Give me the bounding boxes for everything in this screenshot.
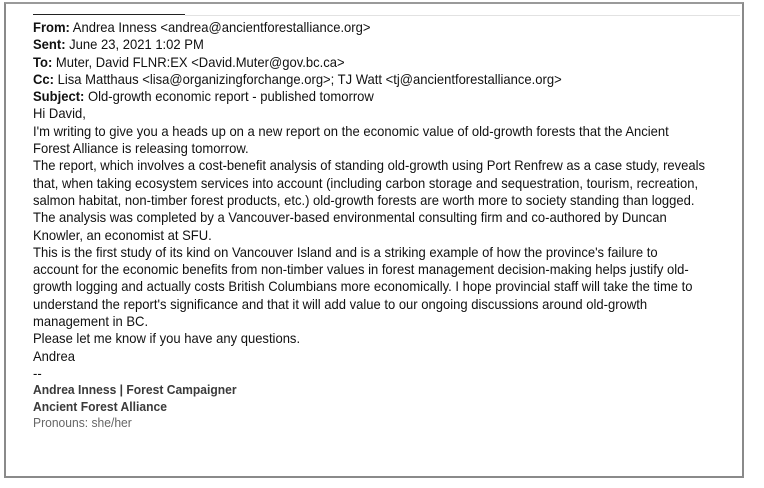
subject-label: Subject: (33, 88, 85, 105)
signature-organization: Ancient Forest Alliance (33, 398, 167, 414)
cc-label: Cc: (33, 70, 54, 87)
from-row (33, 19, 705, 36)
body-line: Knowler, an economist at SFU. (33, 226, 212, 243)
body-line: The analysis was completed by a Vancouver-based environmental consulting firm and co-authored by Duncan (33, 209, 667, 226)
body-line: This is the first study of its kind on Vancouver Island and is a striking example of how the province's failure to (33, 243, 658, 260)
body-line: Hi David, (33, 105, 86, 122)
body-line: account for the economic benefits from non-timber values in forest management decision-making helps justify old- (33, 261, 689, 278)
body-line: -- (33, 364, 42, 381)
body-line: growth logging and actually costs British Columbians more economically. I hope provincial staff will take the time to (33, 278, 693, 295)
from-label: From: (33, 19, 70, 35)
body-line: Forest Alliance is releasing tomorrow. (33, 140, 249, 157)
signature-pronouns: Pronouns: she/her (33, 415, 132, 431)
cc-value: Lisa Matthaus <lisa@organizingforchange.org>; TJ Watt <tj@ancientforestalliance.org> (57, 70, 562, 87)
subject-value: Old-growth economic report - published tomorrow (87, 88, 374, 105)
body-line: management in BC. (33, 313, 149, 330)
body-line: understand the report's significance and that it will add value to our ongoing discussions around old-growth (33, 295, 648, 312)
header-separator-light (185, 15, 740, 16)
to-label: To: (33, 53, 53, 70)
sent-value: June 23, 2021 1:02 PM (69, 36, 204, 53)
body-line: that, when taking ecosystem services into account (including carbon storage and sequestration, tourism, recreation, (33, 174, 699, 191)
header-separator (33, 14, 185, 15)
body-line: Andrea (33, 347, 75, 364)
body-line: Please let me know if you have any questions. (33, 330, 301, 347)
subject-row (33, 88, 705, 105)
body-line: I'm writing to give you a heads up on a new report on the economic value of old-growth forests that the Ancient (33, 122, 669, 139)
cc-row (33, 71, 705, 88)
from-value: Andrea Inness <andrea@ancientforestalliance.org> (72, 19, 371, 35)
email-printout (33, 19, 705, 432)
body-line: The report, which involves a cost-benefit analysis of standing old-growth using Port Renfrew as a case study, reveals (33, 157, 706, 174)
signature-name-title: Andrea Inness | Forest Campaigner (33, 382, 237, 398)
to-value: Muter, David FLNR:EX <David.Muter@gov.bc.ca> (55, 53, 345, 70)
body-line: salmon habitat, non-timber forest products, etc.) old-growth forests are worth more to society standing than logged. (33, 191, 695, 208)
to-row (33, 54, 705, 71)
sent-row (33, 36, 705, 53)
sent-label: Sent: (33, 36, 66, 53)
